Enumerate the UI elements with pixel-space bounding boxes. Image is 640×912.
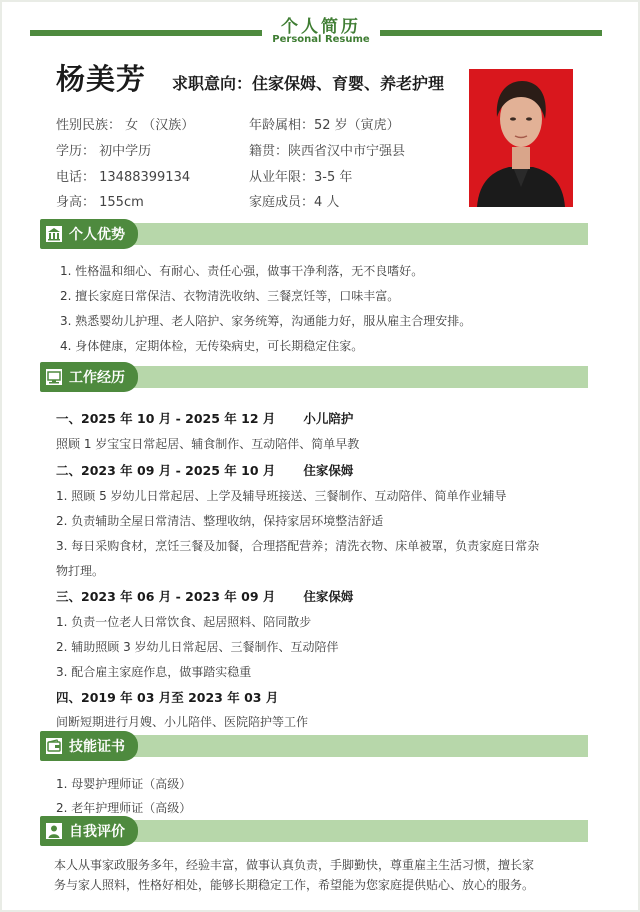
resume-subtitle: Personal Resume [272, 34, 370, 45]
job-4-heading [56, 688, 278, 706]
info-height: 身高： 155cm [56, 195, 144, 210]
info-experience: 从业年限：3-5 年 [249, 170, 353, 185]
person-icon [45, 822, 63, 840]
job-role: 住家保姆 [303, 463, 354, 478]
advantage-item: 3. 熟悉婴幼儿护理、老人陪护、家务统筹，沟通能力好，服从雇主合理安排。 [60, 314, 472, 328]
info-hometown: 籍贯：陕西省汉中市宁强县 [249, 144, 406, 159]
job-3-heading [56, 587, 353, 605]
job-role: 小儿陪护 [303, 411, 354, 426]
self-eval-line: 务与家人照料，性格好相处，能够长期稳定工作，希望能为您家庭提供贴心、放心的服务。 [54, 878, 535, 892]
computer-icon [45, 368, 63, 386]
job-2-line: 1. 照顾 5 岁幼儿日常起居、上学及辅导班接送、三餐制作、互动陪伴、简单作业辅导 [56, 489, 507, 503]
info-phone: 电话： 13488399134 [56, 170, 191, 185]
section-advantages-header [40, 219, 588, 249]
job-role: 住家保姆 [303, 589, 354, 604]
section-work-title: 工作经历 [69, 370, 125, 386]
skill-item: 2. 老年护理师证（高级） [56, 801, 192, 815]
header-line-left [30, 30, 262, 36]
section-skills-title: 技能证书 [69, 739, 125, 755]
portrait-illustration [469, 69, 573, 207]
job-intent: 求职意向：住家保姆、育婴、养老护理 [172, 74, 445, 93]
job-1-line: 照顾 1 岁宝宝日常起居、辅食制作、互动陪伴、简单早教 [56, 437, 360, 451]
section-tab [40, 816, 138, 846]
job-4-line: 间断短期进行月嫂、小儿陪伴、医院陪护等工作 [56, 715, 309, 729]
job-period: 四、2019 年 03 月至 2023 年 03 月 [56, 690, 279, 705]
job-period: 一、2025 年 10 月 - 2025 年 12 月 [56, 411, 276, 426]
info-education: 学历： 初中学历 [56, 144, 152, 159]
resume-title: 个人简历 [281, 17, 361, 37]
advantage-item: 4. 身体健康，定期体检，无传染病史，可长期稳定住家。 [60, 339, 364, 353]
job-period: 二、2023 年 09 月 - 2025 年 10 月 [56, 463, 276, 478]
job-2-line: 物打理。 [56, 564, 105, 578]
job-3-line: 1. 负责一位老人日常饮食、起居照料、陪同散步 [56, 615, 312, 629]
skill-item: 1. 母婴护理师证（高级） [56, 777, 192, 791]
section-advantages-title: 个人优势 [69, 227, 125, 243]
bank-icon [45, 225, 63, 243]
header-line-right [380, 30, 602, 36]
job-3-line: 3. 配合雇主家庭作息，做事踏实稳重 [56, 665, 252, 679]
job-1-heading [56, 409, 353, 427]
advantage-item: 2. 擅长家庭日常保洁、衣物清洗收纳、三餐烹饪等，口味丰富。 [60, 289, 400, 303]
info-family: 家庭成员：4 人 [249, 195, 340, 210]
wallet-icon [45, 737, 63, 755]
job-period: 三、2023 年 06 月 - 2023 年 09 月 [56, 589, 276, 604]
section-work-header [40, 362, 588, 392]
job-2-heading [56, 461, 353, 479]
profile-photo [469, 69, 573, 207]
job-2-line: 2. 负责辅助全屋日常清洁、整理收纳，保持家居环境整洁舒适 [56, 514, 384, 528]
job-3-line: 2. 辅助照顾 3 岁幼儿日常起居、三餐制作、互动陪伴 [56, 640, 339, 654]
section-self-header [40, 816, 588, 846]
advantage-item: 1. 性格温和细心、有耐心、责任心强，做事干净利落，无不良嗜好。 [60, 264, 424, 278]
info-gender: 性别民族： 女 （汉族） [56, 118, 195, 133]
info-age: 年龄属相：52 岁（寅虎） [249, 118, 400, 133]
section-tab [40, 362, 138, 392]
section-tab [40, 731, 138, 761]
section-tab [40, 219, 138, 249]
self-eval-line: 本人从事家政服务多年，经验丰富，做事认真负责，手脚勤快，尊重雇主生活习惯，擅长家 [54, 858, 535, 872]
candidate-name: 杨美芳 [56, 62, 147, 96]
job-2-line: 3. 每日采购食材，烹饪三餐及加餐，合理搭配营养；清洗衣物、床单被罩，负责家庭日常杂 [56, 539, 540, 553]
section-skills-header [40, 731, 588, 761]
section-self-title: 自我评价 [69, 824, 125, 840]
